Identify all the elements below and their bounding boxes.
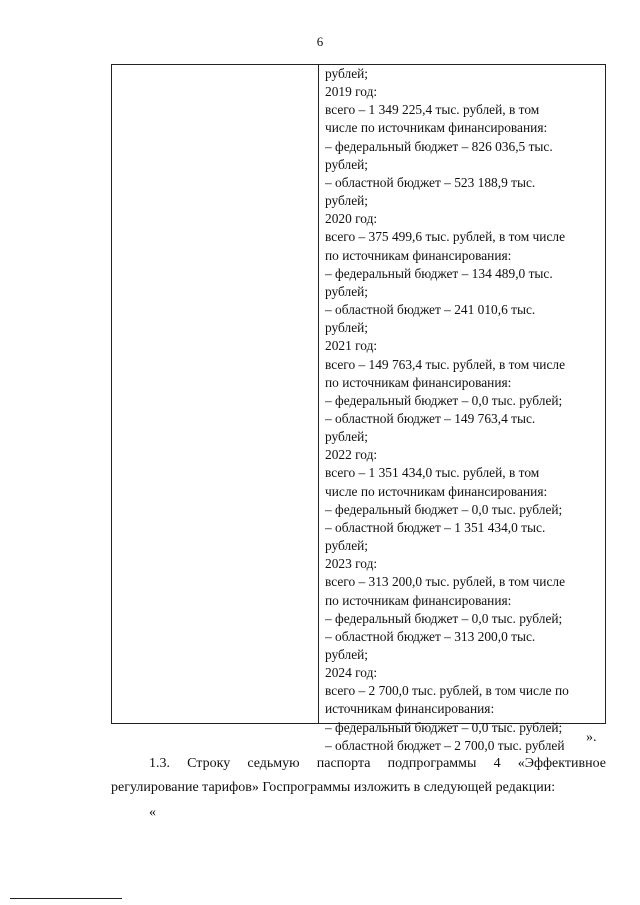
table-line: рублей; — [325, 66, 369, 81]
table-line: рублей; — [325, 538, 369, 554]
table-line: всего – 1 351 434,0 тыс. рублей, в том — [325, 465, 540, 481]
table-line: 2020 год: — [325, 211, 378, 227]
table-line: – областной бюджет – 2 700,0 тыс. рублей — [325, 737, 565, 753]
table-line: рублей; — [325, 647, 369, 662]
table-line: рублей; — [325, 193, 369, 209]
table-line: источникам финансирования: — [325, 701, 495, 717]
table-line: числе по источникам финансирования: — [325, 483, 548, 499]
table-line: 2021 год: — [325, 338, 378, 354]
table-line: рублей; — [325, 156, 369, 172]
table-line: всего – 313 200,0 тыс. рублей, в том числе — [325, 574, 566, 590]
table-line: – федеральный бюджет – 134 489,0 тыс. — [325, 265, 553, 281]
table-line: всего – 2 700,0 тыс. рублей, в том числе по — [325, 683, 569, 699]
table-line: – областной бюджет – 241 010,6 тыс. — [325, 302, 536, 318]
table-line: рублей; — [325, 429, 369, 445]
table-line: – федеральный бюджет – 0,0 тыс. рублей; — [325, 392, 563, 408]
table-line: – федеральный бюджет – 0,0 тыс. рублей; — [325, 719, 563, 735]
page-number: 6 — [316, 34, 324, 49]
table-line: – областной бюджет – 313 200,0 тыс. — [325, 628, 536, 644]
table-line: 2019 год: — [325, 84, 378, 100]
table-line: всего – 149 763,4 тыс. рублей, в том числе — [325, 356, 566, 372]
table-line: рублей; — [325, 283, 369, 299]
funding-table — [111, 64, 606, 753]
table-line: всего – 375 499,6 тыс. рублей, в том числе — [325, 229, 566, 245]
table-line: рублей; — [325, 320, 369, 336]
table-left-cell — [112, 65, 319, 723]
closing-quote: ». — [586, 730, 597, 745]
table-line: 2023 год: — [325, 556, 378, 572]
table-right-cell — [319, 65, 605, 753]
table-line: – федеральный бюджет – 0,0 тыс. рублей; — [325, 610, 563, 626]
table-line: – федеральный бюджет – 826 036,5 тыс. — [325, 138, 553, 154]
table-line: 2024 год: — [325, 665, 378, 681]
footnote-rule — [10, 898, 122, 899]
table-line: – областной бюджет – 149 763,4 тыс. — [325, 410, 536, 426]
table-line: по источникам финансирования: — [325, 592, 512, 608]
opening-quote: « — [149, 805, 156, 820]
table-line: числе по источникам финансирования: — [325, 120, 548, 136]
amendment-paragraph — [111, 752, 606, 800]
table-line: – федеральный бюджет – 0,0 тыс. рублей; — [325, 501, 563, 517]
table-line: по источникам финансирования: — [325, 374, 512, 390]
table-line: по источникам финансирования: — [325, 247, 512, 263]
table-line: – областной бюджет – 523 188,9 тыс. — [325, 174, 536, 190]
paragraph-line-2: регулирование тарифов» Госпрограммы изложить в следующей редакции: — [111, 780, 556, 795]
paragraph-line-1: 1.3. Строку седьмую паспорта подпрограммы 4 «Эффективное — [149, 756, 606, 771]
table-line: всего – 1 349 225,4 тыс. рублей, в том — [325, 102, 540, 118]
table-line: 2022 год: — [325, 447, 378, 463]
table-line: – областной бюджет – 1 351 434,0 тыс. — [325, 519, 546, 535]
